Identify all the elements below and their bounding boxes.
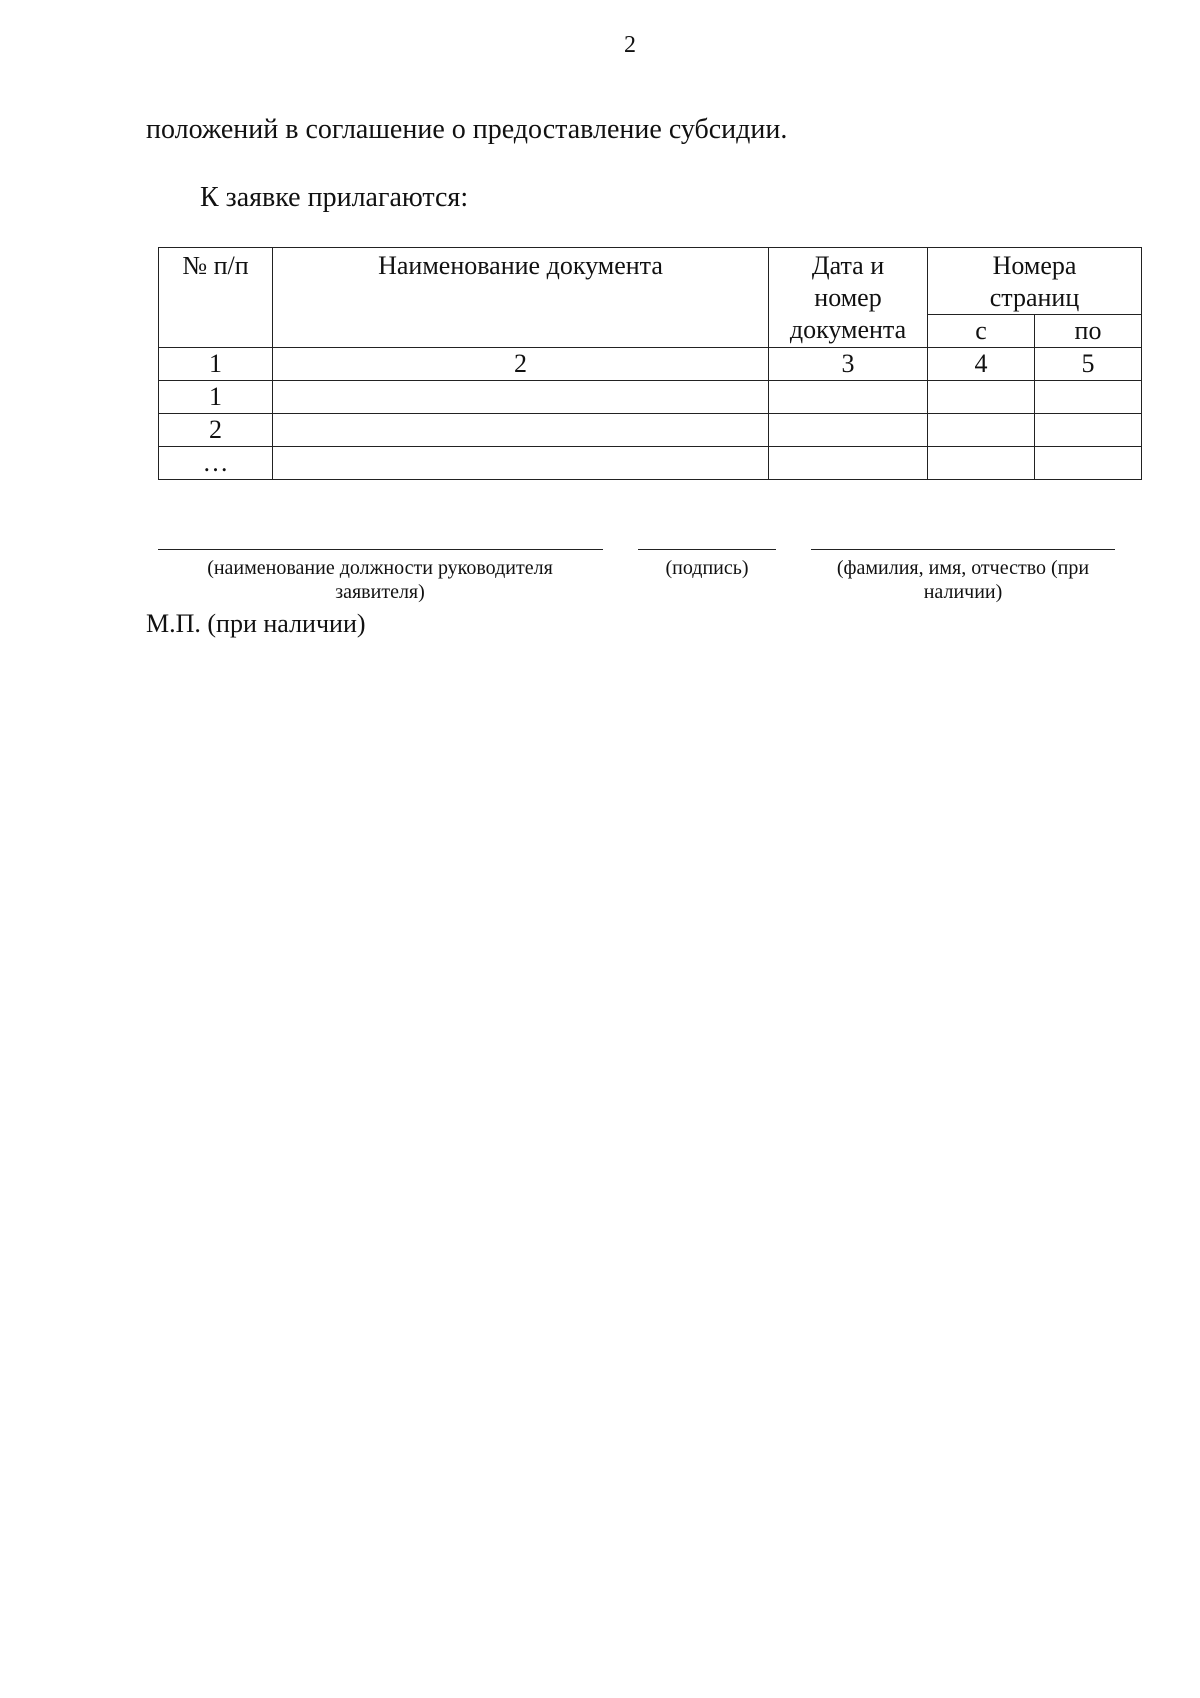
row-date-number [769, 447, 928, 480]
attachments-intro: К заявке прилагаются: [200, 182, 469, 213]
row-document-name [273, 381, 769, 414]
column-number-row [159, 348, 1142, 381]
table-row [159, 447, 1142, 480]
paragraph-continuation: положений в соглашение о предоставление субсидии. [146, 114, 788, 145]
full-name-signature-line [811, 549, 1115, 550]
header-date-number-label: Дата и номер документа [789, 251, 907, 344]
table-header-row [159, 248, 1142, 315]
table-row [159, 381, 1142, 414]
header-number: № п/п [159, 248, 273, 348]
column-number-4: 4 [928, 348, 1035, 381]
row-document-name [273, 414, 769, 447]
full-name-caption: (фамилия, имя, отчество (при наличии) [836, 557, 1090, 603]
row-number: 2 [159, 414, 273, 447]
row-page-to [1035, 414, 1142, 447]
column-number-5: 5 [1035, 348, 1142, 381]
table-row [159, 414, 1142, 447]
position-signature-line [158, 549, 603, 550]
header-from: с [928, 315, 1035, 348]
header-document-name: Наименование документа [273, 248, 769, 348]
row-page-from [928, 414, 1035, 447]
row-page-from [928, 447, 1035, 480]
row-page-from [928, 381, 1035, 414]
row-document-name [273, 447, 769, 480]
signature-line [638, 549, 776, 550]
row-number: 1 [159, 381, 273, 414]
row-date-number [769, 381, 928, 414]
header-date-number [769, 248, 928, 348]
column-number-1: 1 [159, 348, 273, 381]
row-date-number [769, 414, 928, 447]
position-caption: (наименование должности руководителя заявителя) [207, 557, 553, 603]
header-to: по [1035, 315, 1142, 348]
header-page-numbers-label: Номера страниц [989, 251, 1080, 312]
row-page-to [1035, 381, 1142, 414]
row-number: … [159, 447, 273, 480]
column-number-3: 3 [769, 348, 928, 381]
signature-caption: (подпись) [665, 557, 749, 579]
stamp-note: М.П. (при наличии) [146, 609, 366, 638]
header-page-numbers [928, 248, 1142, 315]
attachments-table [158, 247, 1142, 480]
row-page-to [1035, 447, 1142, 480]
page-number: 2 [624, 32, 636, 58]
column-number-2: 2 [273, 348, 769, 381]
